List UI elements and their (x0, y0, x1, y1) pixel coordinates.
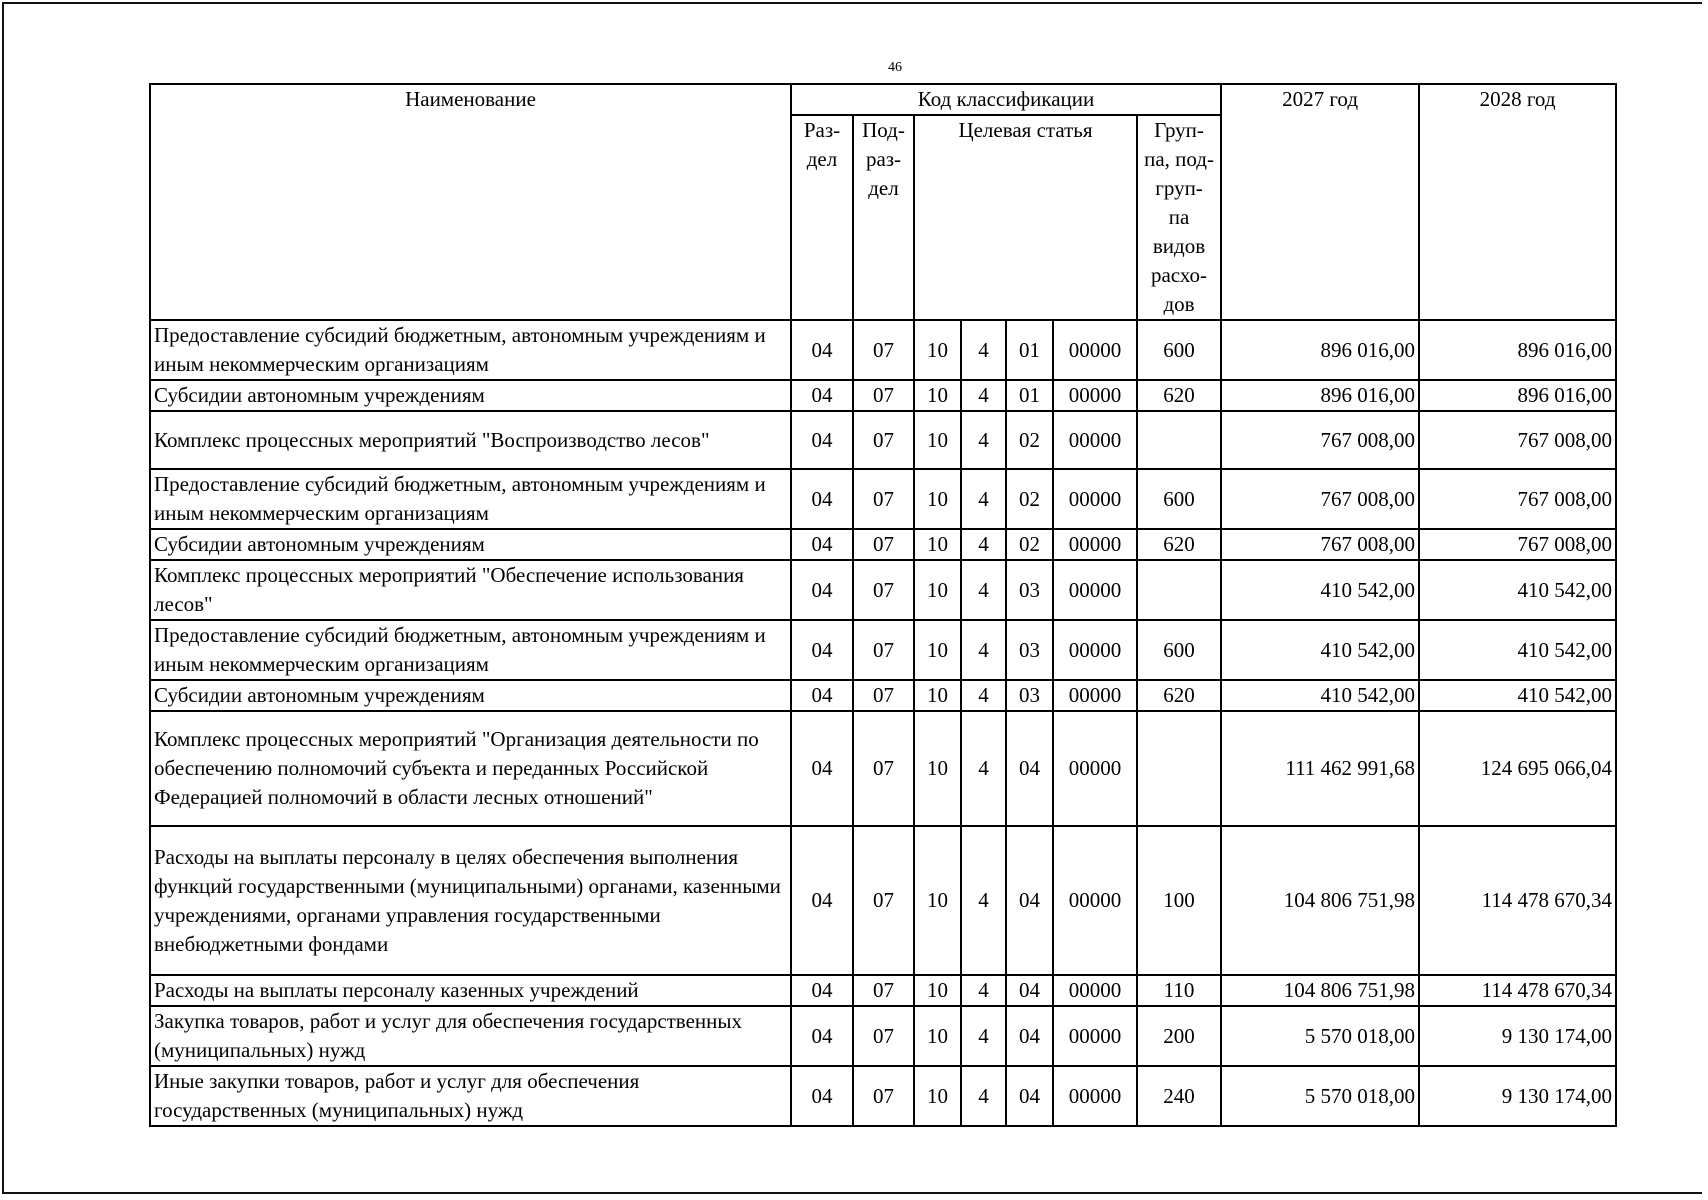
header-year-2027: 2027 год (1221, 84, 1419, 320)
cell-structural-element: 01 (1006, 380, 1053, 411)
table-row (150, 826, 1616, 975)
cell-program: 10 (914, 380, 961, 411)
table-row (150, 320, 1616, 380)
cell-amount-2028: 896 016,00 (1419, 320, 1616, 380)
table-row (150, 1006, 1616, 1066)
cell-program-type: 4 (961, 680, 1006, 711)
cell-program: 10 (914, 1006, 961, 1066)
cell-direction: 00000 (1053, 560, 1137, 620)
cell-program: 10 (914, 826, 961, 975)
header-expense-group: Груп- па, под- груп- па видов расхо- дов (1137, 115, 1221, 320)
cell-expense-group: 110 (1137, 975, 1221, 1006)
cell-amount-2027: 767 008,00 (1221, 411, 1419, 469)
cell-structural-element: 03 (1006, 680, 1053, 711)
cell-amount-2027: 410 542,00 (1221, 620, 1419, 680)
cell-subsection: 07 (853, 975, 914, 1006)
row-name: Субсидии автономным учреждениям (150, 380, 791, 411)
cell-amount-2027: 896 016,00 (1221, 320, 1419, 380)
cell-program-type: 4 (961, 711, 1006, 826)
cell-section: 04 (791, 469, 853, 529)
cell-section: 04 (791, 320, 853, 380)
cell-section: 04 (791, 529, 853, 560)
table-row (150, 411, 1616, 469)
cell-direction: 00000 (1053, 320, 1137, 380)
cell-direction: 00000 (1053, 469, 1137, 529)
row-name: Предоставление субсидий бюджетным, автономным учреждениям и иным некоммерческим организациям (150, 469, 791, 529)
cell-amount-2028: 9 130 174,00 (1419, 1066, 1616, 1126)
cell-program: 10 (914, 469, 961, 529)
table-row (150, 560, 1616, 620)
cell-section: 04 (791, 411, 853, 469)
cell-expense-group: 200 (1137, 1006, 1221, 1066)
header-classification: Код классификации (791, 84, 1221, 115)
table-row (150, 380, 1616, 411)
table-row (150, 469, 1616, 529)
cell-direction: 00000 (1053, 975, 1137, 1006)
cell-section: 04 (791, 680, 853, 711)
cell-direction: 00000 (1053, 411, 1137, 469)
cell-program: 10 (914, 680, 961, 711)
cell-section: 04 (791, 711, 853, 826)
cell-amount-2028: 410 542,00 (1419, 680, 1616, 711)
cell-amount-2028: 767 008,00 (1419, 529, 1616, 560)
cell-direction: 00000 (1053, 620, 1137, 680)
cell-program-type: 4 (961, 1006, 1006, 1066)
row-name: Иные закупки товаров, работ и услуг для обеспечения государственных (муниципальных) нужд (150, 1066, 791, 1126)
cell-structural-element: 02 (1006, 529, 1053, 560)
cell-subsection: 07 (853, 1066, 914, 1126)
cell-amount-2027: 5 570 018,00 (1221, 1006, 1419, 1066)
cell-subsection: 07 (853, 680, 914, 711)
cell-subsection: 07 (853, 380, 914, 411)
row-name: Расходы на выплаты персоналу в целях обеспечения выполнения функций государственными (муниципальными) органами, казенными учреждениями, органами управления государственными внебюджетными фондами (150, 826, 791, 975)
table-body (150, 320, 1616, 1126)
cell-amount-2028: 767 008,00 (1419, 469, 1616, 529)
cell-structural-element: 04 (1006, 711, 1053, 826)
cell-structural-element: 01 (1006, 320, 1053, 380)
cell-amount-2027: 104 806 751,98 (1221, 975, 1419, 1006)
cell-expense-group: 100 (1137, 826, 1221, 975)
cell-amount-2027: 767 008,00 (1221, 529, 1419, 560)
table-header (150, 84, 1616, 320)
cell-program: 10 (914, 620, 961, 680)
cell-subsection: 07 (853, 1006, 914, 1066)
cell-program-type: 4 (961, 620, 1006, 680)
cell-structural-element: 04 (1006, 1066, 1053, 1126)
cell-program-type: 4 (961, 975, 1006, 1006)
row-name: Субсидии автономным учреждениям (150, 529, 791, 560)
cell-expense-group: 240 (1137, 1066, 1221, 1126)
row-name: Расходы на выплаты персоналу казенных учреждений (150, 975, 791, 1006)
cell-amount-2028: 767 008,00 (1419, 411, 1616, 469)
cell-program-type: 4 (961, 469, 1006, 529)
cell-section: 04 (791, 1066, 853, 1126)
cell-section: 04 (791, 560, 853, 620)
cell-expense-group: 600 (1137, 620, 1221, 680)
cell-program: 10 (914, 529, 961, 560)
cell-amount-2028: 124 695 066,04 (1419, 711, 1616, 826)
cell-subsection: 07 (853, 711, 914, 826)
cell-amount-2028: 114 478 670,34 (1419, 975, 1616, 1006)
page-number: 46 (888, 60, 902, 75)
cell-direction: 00000 (1053, 380, 1137, 411)
cell-expense-group (1137, 711, 1221, 826)
table-row (150, 620, 1616, 680)
table-row (150, 529, 1616, 560)
budget-table (149, 83, 1617, 1127)
cell-direction: 00000 (1053, 1066, 1137, 1126)
cell-program-type: 4 (961, 560, 1006, 620)
cell-program-type: 4 (961, 380, 1006, 411)
cell-section: 04 (791, 380, 853, 411)
cell-amount-2027: 767 008,00 (1221, 469, 1419, 529)
cell-structural-element: 02 (1006, 469, 1053, 529)
cell-program: 10 (914, 320, 961, 380)
cell-subsection: 07 (853, 411, 914, 469)
cell-amount-2028: 114 478 670,34 (1419, 826, 1616, 975)
cell-expense-group (1137, 560, 1221, 620)
cell-amount-2028: 410 542,00 (1419, 560, 1616, 620)
cell-amount-2027: 5 570 018,00 (1221, 1066, 1419, 1126)
cell-program-type: 4 (961, 1066, 1006, 1126)
cell-structural-element: 04 (1006, 1006, 1053, 1066)
cell-program: 10 (914, 711, 961, 826)
table-row (150, 1066, 1616, 1126)
header-year-2028: 2028 год (1419, 84, 1616, 320)
cell-expense-group (1137, 411, 1221, 469)
cell-structural-element: 03 (1006, 620, 1053, 680)
row-name: Комплекс процессных мероприятий "Воспроизводство лесов" (150, 411, 791, 469)
cell-structural-element: 02 (1006, 411, 1053, 469)
row-name: Предоставление субсидий бюджетным, автономным учреждениям и иным некоммерческим организациям (150, 320, 791, 380)
cell-amount-2028: 410 542,00 (1419, 620, 1616, 680)
cell-direction: 00000 (1053, 680, 1137, 711)
cell-expense-group: 620 (1137, 529, 1221, 560)
cell-program-type: 4 (961, 826, 1006, 975)
cell-structural-element: 04 (1006, 826, 1053, 975)
cell-subsection: 07 (853, 320, 914, 380)
cell-structural-element: 03 (1006, 560, 1053, 620)
cell-expense-group: 600 (1137, 469, 1221, 529)
cell-amount-2027: 104 806 751,98 (1221, 826, 1419, 975)
cell-amount-2027: 410 542,00 (1221, 680, 1419, 711)
cell-direction: 00000 (1053, 711, 1137, 826)
header-name: Наименование (150, 84, 791, 320)
cell-subsection: 07 (853, 826, 914, 975)
cell-program: 10 (914, 560, 961, 620)
cell-program: 10 (914, 975, 961, 1006)
header-target-article: Целевая статья (914, 115, 1137, 320)
row-name: Предоставление субсидий бюджетным, автономным учреждениям и иным некоммерческим организациям (150, 620, 791, 680)
cell-amount-2027: 896 016,00 (1221, 380, 1419, 411)
cell-amount-2028: 9 130 174,00 (1419, 1006, 1616, 1066)
cell-expense-group: 620 (1137, 380, 1221, 411)
cell-direction: 00000 (1053, 826, 1137, 975)
cell-subsection: 07 (853, 620, 914, 680)
row-name: Субсидии автономным учреждениям (150, 680, 791, 711)
cell-section: 04 (791, 1006, 853, 1066)
cell-program-type: 4 (961, 320, 1006, 380)
row-name: Комплекс процессных мероприятий "Организация деятельности по обеспечению полномочий субъекта и переданных Российской Федерацией полномочий в области лесных отношений" (150, 711, 791, 826)
cell-section: 04 (791, 620, 853, 680)
table-row (150, 711, 1616, 826)
cell-subsection: 07 (853, 560, 914, 620)
cell-direction: 00000 (1053, 529, 1137, 560)
cell-amount-2027: 111 462 991,68 (1221, 711, 1419, 826)
row-name: Закупка товаров, работ и услуг для обеспечения государственных (муниципальных) нужд (150, 1006, 791, 1066)
cell-program-type: 4 (961, 411, 1006, 469)
cell-section: 04 (791, 826, 853, 975)
cell-expense-group: 600 (1137, 320, 1221, 380)
cell-structural-element: 04 (1006, 975, 1053, 1006)
cell-subsection: 07 (853, 529, 914, 560)
row-name: Комплекс процессных мероприятий "Обеспечение использования лесов" (150, 560, 791, 620)
header-subsection: Под- раз- дел (853, 115, 914, 320)
table-row (150, 975, 1616, 1006)
cell-section: 04 (791, 975, 853, 1006)
cell-program: 10 (914, 1066, 961, 1126)
cell-expense-group: 620 (1137, 680, 1221, 711)
cell-program-type: 4 (961, 529, 1006, 560)
cell-amount-2028: 896 016,00 (1419, 380, 1616, 411)
cell-subsection: 07 (853, 469, 914, 529)
cell-program: 10 (914, 411, 961, 469)
cell-amount-2027: 410 542,00 (1221, 560, 1419, 620)
header-section: Раз- дел (791, 115, 853, 320)
cell-direction: 00000 (1053, 1006, 1137, 1066)
table-row (150, 680, 1616, 711)
